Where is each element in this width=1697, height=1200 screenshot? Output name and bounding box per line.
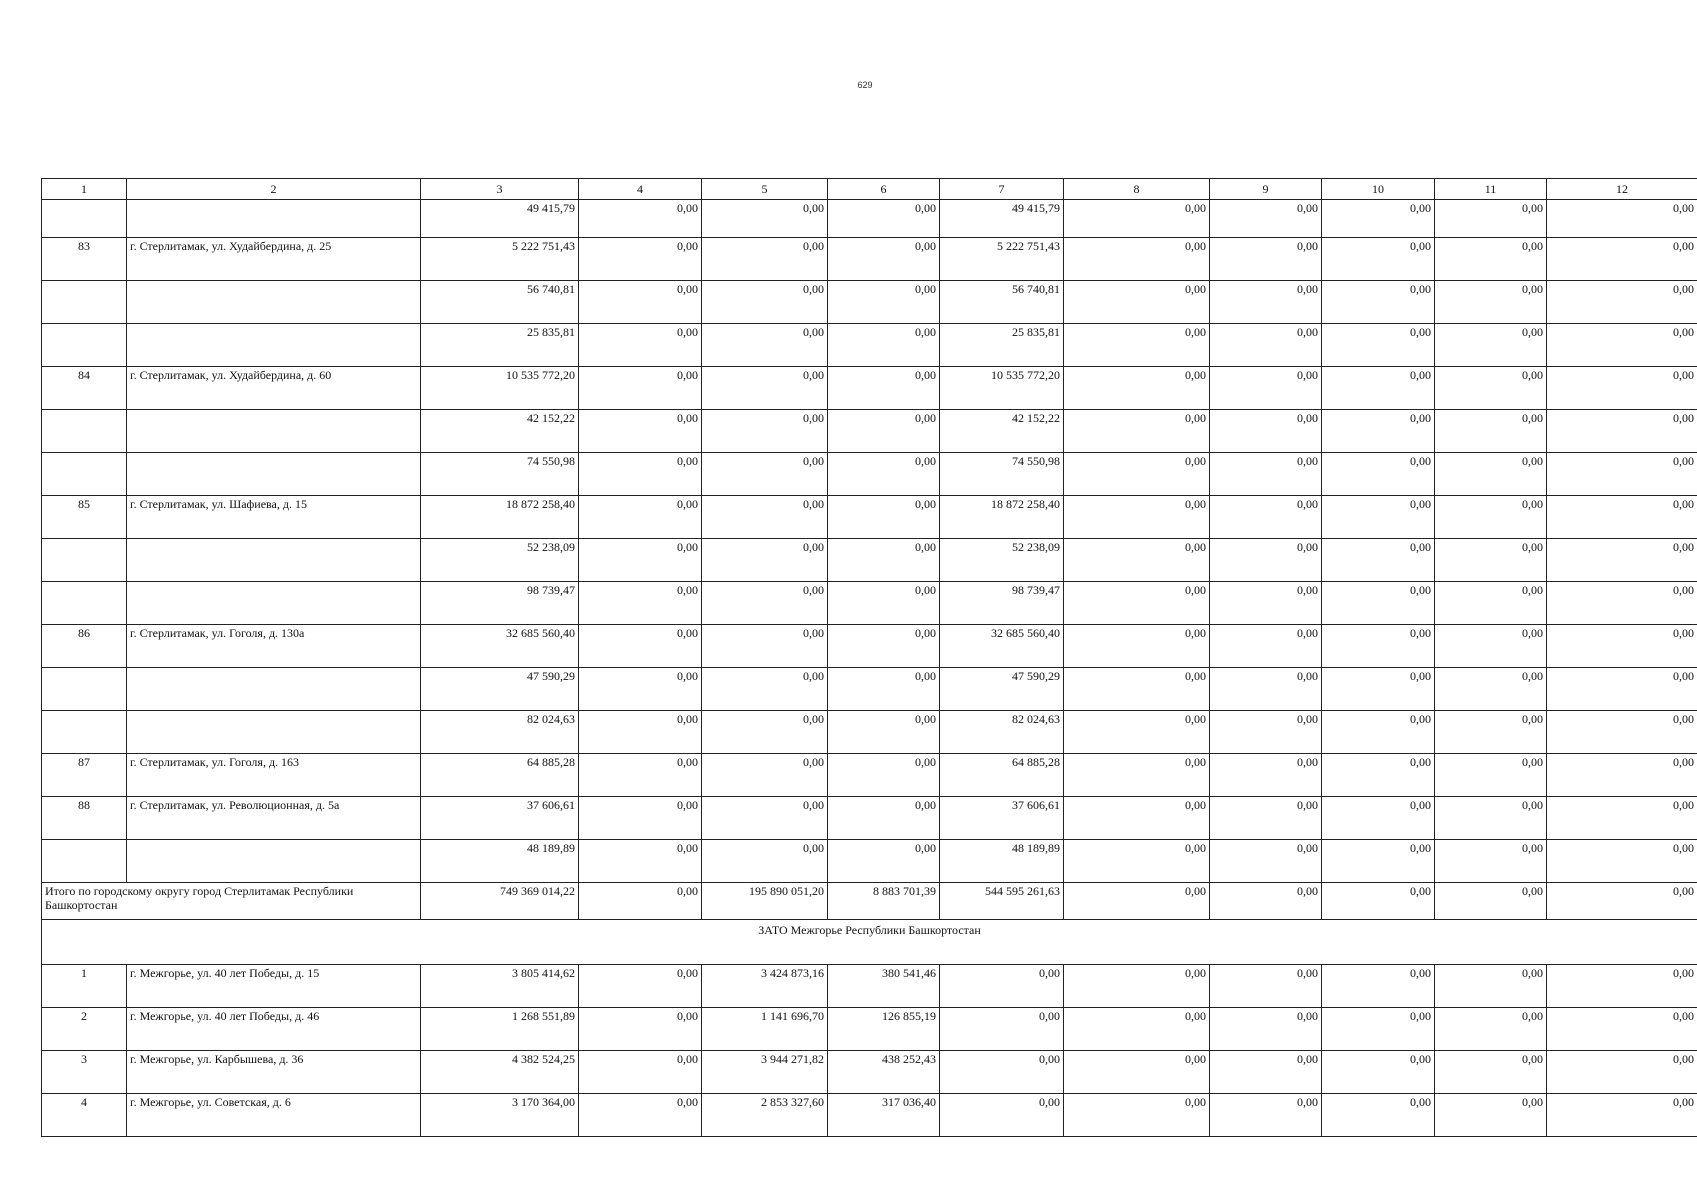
- column-number: 3: [421, 179, 579, 200]
- amount-cell: 749 369 014,22: [421, 883, 579, 920]
- amount-cell: 0,00: [702, 453, 828, 496]
- amount-cell: 0,00: [1322, 582, 1435, 625]
- amount-cell: 0,00: [702, 711, 828, 754]
- amount-cell: 0,00: [579, 367, 702, 410]
- amount-cell: 0,00: [1435, 965, 1547, 1008]
- amount-cell: 48 189,89: [940, 840, 1064, 883]
- column-number: 4: [579, 179, 702, 200]
- amount-cell: 0,00: [1435, 1008, 1547, 1051]
- amount-cell: 98 739,47: [940, 582, 1064, 625]
- amount-cell: 0,00: [1210, 496, 1322, 539]
- amount-cell: 0,00: [579, 625, 702, 668]
- amount-cell: 32 685 560,40: [940, 625, 1064, 668]
- address-cell: [127, 281, 421, 324]
- amount-cell: 0,00: [828, 281, 940, 324]
- amount-cell: 0,00: [1210, 582, 1322, 625]
- amount-cell: 0,00: [828, 367, 940, 410]
- amount-cell: 0,00: [1322, 367, 1435, 410]
- amount-cell: 0,00: [579, 539, 702, 582]
- amount-cell: 0,00: [1064, 883, 1210, 920]
- amount-cell: 0,00: [1322, 711, 1435, 754]
- amount-cell: 0,00: [1547, 281, 1697, 324]
- amount-cell: 317 036,40: [828, 1094, 940, 1137]
- amount-cell: 0,00: [579, 797, 702, 840]
- amount-cell: 0,00: [1547, 453, 1697, 496]
- address-cell: [127, 324, 421, 367]
- amount-cell: 49 415,79: [940, 200, 1064, 238]
- amount-cell: 0,00: [1210, 281, 1322, 324]
- amount-cell: 0,00: [1210, 883, 1322, 920]
- amount-cell: 37 606,61: [421, 797, 579, 840]
- amount-cell: 3 424 873,16: [702, 965, 828, 1008]
- row-number: 84: [42, 367, 127, 410]
- amount-cell: 52 238,09: [940, 539, 1064, 582]
- amount-cell: 0,00: [1435, 539, 1547, 582]
- total-label: Итого по городскому округу город Стерлитамак Республики Башкортостан: [42, 883, 421, 920]
- section-title: ЗАТО Межгорье Республики Башкортостан: [42, 920, 1697, 965]
- table-row: [42, 539, 1697, 582]
- table-row: [42, 965, 1697, 1008]
- amount-cell: 0,00: [702, 539, 828, 582]
- amount-cell: 0,00: [1064, 840, 1210, 883]
- amount-cell: 0,00: [579, 200, 702, 238]
- amount-cell: 0,00: [1322, 754, 1435, 797]
- column-number: 9: [1210, 179, 1322, 200]
- amount-cell: 82 024,63: [421, 711, 579, 754]
- row-number: 1: [42, 965, 127, 1008]
- amount-cell: 0,00: [1547, 1094, 1697, 1137]
- amount-cell: 0,00: [1435, 1094, 1547, 1137]
- amount-cell: 48 189,89: [421, 840, 579, 883]
- amount-cell: 380 541,46: [828, 965, 940, 1008]
- amount-cell: 0,00: [579, 453, 702, 496]
- amount-cell: 64 885,28: [421, 754, 579, 797]
- amount-cell: 47 590,29: [940, 668, 1064, 711]
- amount-cell: 0,00: [1064, 367, 1210, 410]
- amount-cell: 0,00: [1210, 1051, 1322, 1094]
- amount-cell: 1 268 551,89: [421, 1008, 579, 1051]
- amount-cell: 0,00: [702, 668, 828, 711]
- amount-cell: 0,00: [1064, 582, 1210, 625]
- amount-cell: 0,00: [702, 496, 828, 539]
- amount-cell: 0,00: [1210, 410, 1322, 453]
- column-number: 11: [1435, 179, 1547, 200]
- amount-cell: 0,00: [579, 238, 702, 281]
- table-row: [42, 367, 1697, 410]
- amount-cell: 0,00: [828, 754, 940, 797]
- amount-cell: 0,00: [1547, 965, 1697, 1008]
- address-cell: г. Стерлитамак, ул. Гоголя, д. 130а: [127, 625, 421, 668]
- amount-cell: 49 415,79: [421, 200, 579, 238]
- amount-cell: 0,00: [940, 965, 1064, 1008]
- funding-table: [41, 178, 1697, 1137]
- amount-cell: 195 890 051,20: [702, 883, 828, 920]
- amount-cell: 0,00: [1435, 754, 1547, 797]
- amount-cell: 1 141 696,70: [702, 1008, 828, 1051]
- amount-cell: 0,00: [1435, 200, 1547, 238]
- amount-cell: 0,00: [579, 754, 702, 797]
- amount-cell: 0,00: [1435, 496, 1547, 539]
- address-cell: г. Межгорье, ул. Карбышева, д. 36: [127, 1051, 421, 1094]
- amount-cell: 37 606,61: [940, 797, 1064, 840]
- amount-cell: 0,00: [828, 668, 940, 711]
- address-cell: [127, 582, 421, 625]
- amount-cell: 0,00: [702, 754, 828, 797]
- amount-cell: 0,00: [579, 410, 702, 453]
- address-cell: г. Стерлитамак, ул. Революционная, д. 5а: [127, 797, 421, 840]
- amount-cell: 0,00: [579, 1051, 702, 1094]
- amount-cell: 0,00: [702, 582, 828, 625]
- amount-cell: 0,00: [940, 1008, 1064, 1051]
- amount-cell: 0,00: [1435, 668, 1547, 711]
- amount-cell: 0,00: [1064, 200, 1210, 238]
- table-row: [42, 200, 1697, 238]
- row-number: [42, 410, 127, 453]
- amount-cell: 0,00: [1210, 324, 1322, 367]
- amount-cell: 0,00: [1210, 367, 1322, 410]
- amount-cell: 0,00: [702, 410, 828, 453]
- amount-cell: 0,00: [1322, 883, 1435, 920]
- amount-cell: 74 550,98: [940, 453, 1064, 496]
- amount-cell: 0,00: [1322, 1051, 1435, 1094]
- amount-cell: 0,00: [940, 1094, 1064, 1137]
- amount-cell: 0,00: [1547, 883, 1697, 920]
- amount-cell: 0,00: [1547, 539, 1697, 582]
- amount-cell: 56 740,81: [940, 281, 1064, 324]
- amount-cell: 0,00: [1322, 281, 1435, 324]
- row-number: [42, 453, 127, 496]
- amount-cell: 32 685 560,40: [421, 625, 579, 668]
- amount-cell: 98 739,47: [421, 582, 579, 625]
- amount-cell: 0,00: [1322, 410, 1435, 453]
- row-number: 83: [42, 238, 127, 281]
- amount-cell: 0,00: [828, 840, 940, 883]
- row-number: 87: [42, 754, 127, 797]
- address-cell: г. Межгорье, ул. 40 лет Победы, д. 46: [127, 1008, 421, 1051]
- amount-cell: 0,00: [1322, 1008, 1435, 1051]
- amount-cell: 0,00: [1210, 625, 1322, 668]
- row-number: 2: [42, 1008, 127, 1051]
- amount-cell: 0,00: [1064, 1051, 1210, 1094]
- amount-cell: 0,00: [828, 797, 940, 840]
- amount-cell: 0,00: [1064, 324, 1210, 367]
- table-row: [42, 582, 1697, 625]
- table-row: [42, 625, 1697, 668]
- address-cell: [127, 453, 421, 496]
- amount-cell: 10 535 772,20: [940, 367, 1064, 410]
- amount-cell: 0,00: [828, 539, 940, 582]
- amount-cell: 0,00: [1547, 1051, 1697, 1094]
- amount-cell: 5 222 751,43: [421, 238, 579, 281]
- table-row: [42, 281, 1697, 324]
- amount-cell: 0,00: [1547, 754, 1697, 797]
- amount-cell: 0,00: [828, 453, 940, 496]
- amount-cell: 42 152,22: [940, 410, 1064, 453]
- amount-cell: 0,00: [1435, 453, 1547, 496]
- amount-cell: 0,00: [828, 582, 940, 625]
- address-cell: [127, 200, 421, 238]
- amount-cell: 438 252,43: [828, 1051, 940, 1094]
- row-number: [42, 281, 127, 324]
- amount-cell: 0,00: [828, 324, 940, 367]
- column-number: 7: [940, 179, 1064, 200]
- amount-cell: 3 170 364,00: [421, 1094, 579, 1137]
- amount-cell: 10 535 772,20: [421, 367, 579, 410]
- row-number: 88: [42, 797, 127, 840]
- amount-cell: 0,00: [1064, 1094, 1210, 1137]
- amount-cell: 0,00: [1435, 582, 1547, 625]
- address-cell: г. Стерлитамак, ул. Шафиева, д. 15: [127, 496, 421, 539]
- table-row: [42, 711, 1697, 754]
- amount-cell: 18 872 258,40: [421, 496, 579, 539]
- amount-cell: 544 595 261,63: [940, 883, 1064, 920]
- amount-cell: 0,00: [1435, 840, 1547, 883]
- table-row: [42, 840, 1697, 883]
- column-number-row: [42, 179, 1697, 200]
- amount-cell: 0,00: [579, 324, 702, 367]
- amount-cell: 0,00: [828, 711, 940, 754]
- address-cell: [127, 711, 421, 754]
- amount-cell: 0,00: [579, 496, 702, 539]
- amount-cell: 0,00: [1064, 496, 1210, 539]
- address-cell: г. Межгорье, ул. Советская, д. 6: [127, 1094, 421, 1137]
- amount-cell: 0,00: [828, 200, 940, 238]
- amount-cell: 0,00: [1210, 797, 1322, 840]
- table-row: [42, 453, 1697, 496]
- amount-cell: 126 855,19: [828, 1008, 940, 1051]
- amount-cell: 0,00: [1435, 367, 1547, 410]
- amount-cell: 0,00: [702, 797, 828, 840]
- row-number: 86: [42, 625, 127, 668]
- amount-cell: 0,00: [1322, 238, 1435, 281]
- amount-cell: 0,00: [1322, 453, 1435, 496]
- amount-cell: 74 550,98: [421, 453, 579, 496]
- amount-cell: 0,00: [1547, 324, 1697, 367]
- amount-cell: 0,00: [1435, 238, 1547, 281]
- amount-cell: 0,00: [1547, 582, 1697, 625]
- amount-cell: 0,00: [1322, 840, 1435, 883]
- row-number: 85: [42, 496, 127, 539]
- amount-cell: 18 872 258,40: [940, 496, 1064, 539]
- amount-cell: 0,00: [1547, 625, 1697, 668]
- amount-cell: 0,00: [1210, 200, 1322, 238]
- amount-cell: 0,00: [1322, 539, 1435, 582]
- amount-cell: 0,00: [1547, 367, 1697, 410]
- amount-cell: 0,00: [1064, 281, 1210, 324]
- table-row: [42, 1094, 1697, 1137]
- amount-cell: 0,00: [579, 582, 702, 625]
- amount-cell: 56 740,81: [421, 281, 579, 324]
- amount-cell: 0,00: [579, 1008, 702, 1051]
- amount-cell: 0,00: [579, 711, 702, 754]
- amount-cell: 0,00: [828, 625, 940, 668]
- amount-cell: 0,00: [828, 410, 940, 453]
- row-number: [42, 711, 127, 754]
- table-row: [42, 324, 1697, 367]
- amount-cell: 0,00: [1322, 496, 1435, 539]
- address-cell: [127, 539, 421, 582]
- amount-cell: 42 152,22: [421, 410, 579, 453]
- amount-cell: 0,00: [1435, 711, 1547, 754]
- row-number: 4: [42, 1094, 127, 1137]
- amount-cell: 0,00: [1064, 754, 1210, 797]
- column-number: 5: [702, 179, 828, 200]
- amount-cell: 0,00: [702, 281, 828, 324]
- amount-cell: 0,00: [579, 883, 702, 920]
- amount-cell: 0,00: [828, 238, 940, 281]
- amount-cell: 47 590,29: [421, 668, 579, 711]
- amount-cell: 82 024,63: [940, 711, 1064, 754]
- amount-cell: 0,00: [702, 840, 828, 883]
- amount-cell: 0,00: [1547, 200, 1697, 238]
- amount-cell: 0,00: [1210, 668, 1322, 711]
- table-row: [42, 1008, 1697, 1051]
- amount-cell: 0,00: [1064, 797, 1210, 840]
- section-row: [42, 920, 1697, 965]
- amount-cell: 0,00: [828, 496, 940, 539]
- amount-cell: 0,00: [1322, 668, 1435, 711]
- amount-cell: 0,00: [1064, 625, 1210, 668]
- amount-cell: 3 944 271,82: [702, 1051, 828, 1094]
- amount-cell: 0,00: [1547, 711, 1697, 754]
- amount-cell: 0,00: [702, 324, 828, 367]
- amount-cell: 25 835,81: [421, 324, 579, 367]
- amount-cell: 0,00: [1322, 1094, 1435, 1137]
- amount-cell: 0,00: [1547, 410, 1697, 453]
- amount-cell: 0,00: [579, 965, 702, 1008]
- amount-cell: 0,00: [702, 367, 828, 410]
- table-row: [42, 410, 1697, 453]
- row-number: [42, 324, 127, 367]
- amount-cell: 0,00: [1064, 1008, 1210, 1051]
- table-row: [42, 1051, 1697, 1094]
- amount-cell: 0,00: [579, 668, 702, 711]
- row-number: [42, 539, 127, 582]
- column-number: 2: [127, 179, 421, 200]
- amount-cell: 0,00: [1322, 797, 1435, 840]
- amount-cell: 0,00: [1547, 1008, 1697, 1051]
- amount-cell: 0,00: [1547, 496, 1697, 539]
- address-cell: [127, 668, 421, 711]
- table-row: [42, 668, 1697, 711]
- amount-cell: 0,00: [940, 1051, 1064, 1094]
- column-number: 12: [1547, 179, 1697, 200]
- row-number: [42, 668, 127, 711]
- row-number: 3: [42, 1051, 127, 1094]
- amount-cell: 0,00: [579, 840, 702, 883]
- amount-cell: 2 853 327,60: [702, 1094, 828, 1137]
- amount-cell: 0,00: [1210, 711, 1322, 754]
- table-row: [42, 496, 1697, 539]
- amount-cell: 0,00: [1064, 453, 1210, 496]
- address-cell: г. Стерлитамак, ул. Гоголя, д. 163: [127, 754, 421, 797]
- amount-cell: 3 805 414,62: [421, 965, 579, 1008]
- address-cell: г. Стерлитамак, ул. Худайбердина, д. 25: [127, 238, 421, 281]
- amount-cell: 0,00: [1435, 1051, 1547, 1094]
- amount-cell: 0,00: [1435, 324, 1547, 367]
- amount-cell: 0,00: [1435, 797, 1547, 840]
- amount-cell: 0,00: [1547, 797, 1697, 840]
- column-number: 8: [1064, 179, 1210, 200]
- amount-cell: 0,00: [1210, 1008, 1322, 1051]
- amount-cell: 0,00: [702, 625, 828, 668]
- amount-cell: 4 382 524,25: [421, 1051, 579, 1094]
- row-number: [42, 582, 127, 625]
- amount-cell: 0,00: [1064, 539, 1210, 582]
- amount-cell: 0,00: [1064, 668, 1210, 711]
- amount-cell: 64 885,28: [940, 754, 1064, 797]
- amount-cell: 0,00: [1210, 754, 1322, 797]
- address-cell: г. Межгорье, ул. 40 лет Победы, д. 15: [127, 965, 421, 1008]
- amount-cell: 0,00: [702, 238, 828, 281]
- amount-cell: 25 835,81: [940, 324, 1064, 367]
- amount-cell: 0,00: [1547, 840, 1697, 883]
- amount-cell: 0,00: [1435, 281, 1547, 324]
- amount-cell: 0,00: [1547, 238, 1697, 281]
- amount-cell: 0,00: [1064, 711, 1210, 754]
- amount-cell: 0,00: [1322, 625, 1435, 668]
- amount-cell: 0,00: [579, 1094, 702, 1137]
- amount-cell: 0,00: [1210, 238, 1322, 281]
- amount-cell: 0,00: [702, 200, 828, 238]
- amount-cell: 0,00: [1322, 200, 1435, 238]
- page-number: 629: [857, 80, 873, 90]
- amount-cell: 0,00: [1210, 840, 1322, 883]
- amount-cell: 0,00: [579, 281, 702, 324]
- amount-cell: 0,00: [1210, 539, 1322, 582]
- amount-cell: 0,00: [1064, 238, 1210, 281]
- amount-cell: 0,00: [1435, 410, 1547, 453]
- column-number: 1: [42, 179, 127, 200]
- amount-cell: 0,00: [1435, 625, 1547, 668]
- column-number: 6: [828, 179, 940, 200]
- amount-cell: 0,00: [1210, 965, 1322, 1008]
- amount-cell: 0,00: [1064, 410, 1210, 453]
- amount-cell: 0,00: [1435, 883, 1547, 920]
- amount-cell: 5 222 751,43: [940, 238, 1064, 281]
- table-row: [42, 797, 1697, 840]
- amount-cell: 0,00: [1210, 1094, 1322, 1137]
- address-cell: [127, 410, 421, 453]
- row-number: [42, 200, 127, 238]
- table-row: [42, 754, 1697, 797]
- total-row: [42, 883, 1697, 920]
- amount-cell: 0,00: [1322, 965, 1435, 1008]
- table-row: [42, 238, 1697, 281]
- amount-cell: 0,00: [1547, 668, 1697, 711]
- amount-cell: 0,00: [1322, 324, 1435, 367]
- amount-cell: 0,00: [1210, 453, 1322, 496]
- amount-cell: 0,00: [1064, 965, 1210, 1008]
- table-body: [42, 179, 1697, 1137]
- address-cell: [127, 840, 421, 883]
- column-number: 10: [1322, 179, 1435, 200]
- amount-cell: 52 238,09: [421, 539, 579, 582]
- row-number: [42, 840, 127, 883]
- amount-cell: 8 883 701,39: [828, 883, 940, 920]
- address-cell: г. Стерлитамак, ул. Худайбердина, д. 60: [127, 367, 421, 410]
